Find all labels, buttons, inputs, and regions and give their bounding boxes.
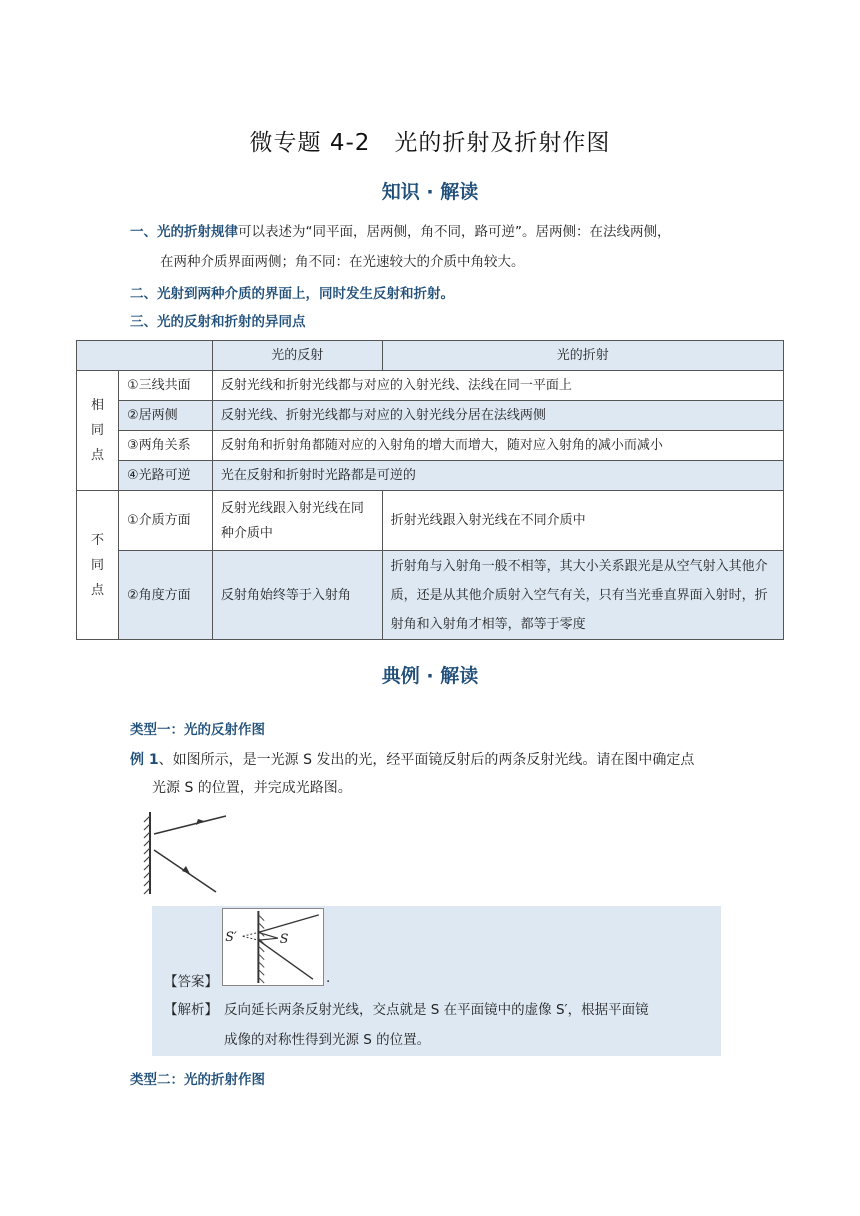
reflected-ray-upper (154, 816, 226, 834)
type-1-heading: 类型一：光的反射作图 (130, 722, 265, 738)
example-1-continued: 光源 S 的位置，并完成光路图。 (152, 780, 352, 796)
analysis-label: 【解析】 (164, 1002, 218, 1018)
row-item: ①三线共面 (118, 371, 212, 401)
analysis-text: 反向延长两条反射光线，交点就是 S 在平面镜中的虚像 S′，根据平面镜 (224, 1002, 649, 1018)
answer-dot: . (326, 970, 331, 986)
type-2-heading: 类型二：光的折射作图 (130, 1072, 265, 1088)
row-text: 反射光线、折射光线都与对应的入射光线分居在法线两侧 (212, 401, 783, 431)
row-item: ①介质方面 (118, 491, 212, 551)
answer-figure (222, 908, 324, 986)
comparison-table (76, 340, 784, 640)
row-text: 反射角和折射角都随对应的入射角的增大而增大，随对应入射角的减小而减小 (212, 431, 783, 461)
table-row (77, 371, 784, 401)
analysis-continued: 成像的对称性得到光源 S 的位置。 (224, 1032, 431, 1048)
row-item: ③两角关系 (118, 431, 212, 461)
row-text: 反射光线和折射光线都与对应的入射光线、法线在同一平面上 (212, 371, 783, 401)
point-1-bold: 一、光的折射规律 (130, 224, 238, 240)
point-1-text: 可以表述为“同平面，居两侧，角不同，路可逆”。居两侧：在法线两侧， (238, 224, 671, 240)
virtual-image-label: S′ (225, 929, 237, 945)
table-row (77, 551, 784, 640)
answer-box (152, 906, 721, 1056)
answer-label: 【答案】 (164, 974, 218, 990)
table-header-refraction: 光的折射 (382, 341, 783, 371)
section-heading-knowledge: 知识 · 解读 (381, 181, 479, 203)
table-row (77, 491, 784, 551)
point-1 (130, 218, 750, 247)
point-3: 三、光的反射和折射的异同点 (130, 314, 306, 330)
section-heading-examples: 典例 · 解读 (381, 665, 479, 687)
row-reflection: 反射角始终等于入射角 (212, 551, 382, 640)
point-1-continued: 在两种介质界面两侧；角不同：在光速较大的介质中角较大。 (160, 254, 525, 270)
row-item: ②角度方面 (118, 551, 212, 640)
table-row (77, 401, 784, 431)
source-label: S (279, 931, 289, 947)
row-reflection: 反射光线跟入射光线在同种介质中 (212, 491, 382, 551)
table-row (77, 431, 784, 461)
point-2: 二、光射到两种介质的界面上，同时发生反射和折射。 (130, 286, 454, 302)
question-figure (138, 808, 230, 896)
table-header-empty (77, 341, 213, 371)
same-points-label: 相 同 点 (77, 371, 119, 491)
table-header-row (77, 341, 784, 371)
row-text: 光在反射和折射时光路都是可逆的 (212, 461, 783, 491)
example-1-text: 例 1、如图所示，是一光源 S 发出的光，经平面镜反射后的两条反射光线。请在图中确定点 (130, 752, 695, 768)
page-title: 微专题 4-2 光的折射及折射作图 (249, 130, 611, 156)
row-item: ④光路可逆 (118, 461, 212, 491)
table-header-reflection: 光的反射 (212, 341, 382, 371)
row-refraction: 折射角与入射角一般不相等，其大小关系跟光是从空气射入其他介质，还是从其他介质射入空气有关，只有当光垂直界面入射时，折射角和入射角才相等，都等于零度 (382, 551, 783, 640)
row-refraction: 折射光线跟入射光线在不同介质中 (382, 491, 783, 551)
row-item: ②居两侧 (118, 401, 212, 431)
example-1-label: 例 1 (130, 752, 159, 768)
table-row (77, 461, 784, 491)
diff-points-label: 不 同 点 (77, 491, 119, 640)
